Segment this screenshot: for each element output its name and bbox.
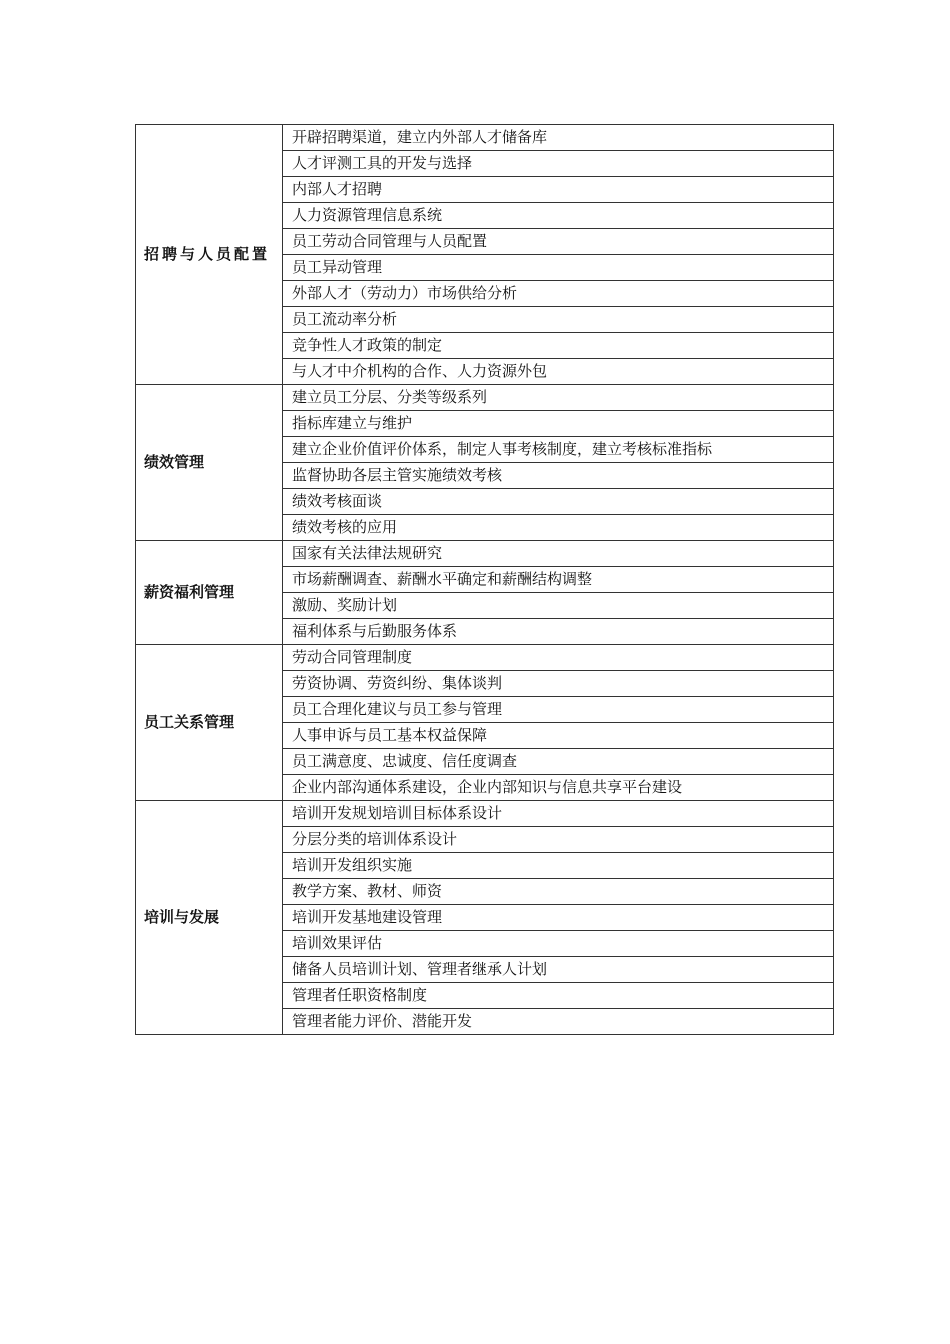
item-cell: 外部人才（劳动力）市场供给分析 bbox=[283, 281, 834, 307]
item-cell: 培训开发基地建设管理 bbox=[283, 905, 834, 931]
item-cell: 绩效考核的应用 bbox=[283, 515, 834, 541]
item-cell: 劳资协调、劳资纠纷、集体谈判 bbox=[283, 671, 834, 697]
item-cell: 建立企业价值评价体系，制定人事考核制度，建立考核标准指标 bbox=[283, 437, 834, 463]
item-cell: 储备人员培训计划、管理者继承人计划 bbox=[283, 957, 834, 983]
item-cell: 内部人才招聘 bbox=[283, 177, 834, 203]
table-row bbox=[136, 645, 834, 671]
table-row bbox=[136, 125, 834, 151]
item-cell: 市场薪酬调查、薪酬水平确定和薪酬结构调整 bbox=[283, 567, 834, 593]
item-cell: 员工流动率分析 bbox=[283, 307, 834, 333]
item-cell: 员工满意度、忠诚度、信任度调查 bbox=[283, 749, 834, 775]
item-cell: 分层分类的培训体系设计 bbox=[283, 827, 834, 853]
category-training: 培训与发展 bbox=[136, 801, 283, 1035]
category-recruitment: 招聘与人员配置 bbox=[136, 125, 283, 385]
item-cell: 人力资源管理信息系统 bbox=[283, 203, 834, 229]
item-cell: 绩效考核面谈 bbox=[283, 489, 834, 515]
item-cell: 开辟招聘渠道，建立内外部人才储备库 bbox=[283, 125, 834, 151]
item-cell: 指标库建立与维护 bbox=[283, 411, 834, 437]
item-cell: 激励、奖励计划 bbox=[283, 593, 834, 619]
category-performance: 绩效管理 bbox=[136, 385, 283, 541]
table-row bbox=[136, 541, 834, 567]
item-cell: 人事申诉与员工基本权益保障 bbox=[283, 723, 834, 749]
item-cell: 企业内部沟通体系建设，企业内部知识与信息共享平台建设 bbox=[283, 775, 834, 801]
item-cell: 福利体系与后勤服务体系 bbox=[283, 619, 834, 645]
item-cell: 培训效果评估 bbox=[283, 931, 834, 957]
hr-function-table bbox=[135, 124, 834, 1035]
table-row bbox=[136, 801, 834, 827]
item-cell: 竞争性人才政策的制定 bbox=[283, 333, 834, 359]
item-cell: 管理者任职资格制度 bbox=[283, 983, 834, 1009]
item-cell: 管理者能力评价、潜能开发 bbox=[283, 1009, 834, 1035]
category-employee-relations: 员工关系管理 bbox=[136, 645, 283, 801]
category-compensation: 薪资福利管理 bbox=[136, 541, 283, 645]
item-cell: 培训开发组织实施 bbox=[283, 853, 834, 879]
item-cell: 培训开发规划培训目标体系设计 bbox=[283, 801, 834, 827]
item-cell: 劳动合同管理制度 bbox=[283, 645, 834, 671]
item-cell: 员工异动管理 bbox=[283, 255, 834, 281]
item-cell: 建立员工分层、分类等级系列 bbox=[283, 385, 834, 411]
item-cell: 员工劳动合同管理与人员配置 bbox=[283, 229, 834, 255]
item-cell: 教学方案、教材、师资 bbox=[283, 879, 834, 905]
item-cell: 与人才中介机构的合作、人力资源外包 bbox=[283, 359, 834, 385]
item-cell: 监督协助各层主管实施绩效考核 bbox=[283, 463, 834, 489]
item-cell: 员工合理化建议与员工参与管理 bbox=[283, 697, 834, 723]
item-cell: 人才评测工具的开发与选择 bbox=[283, 151, 834, 177]
table-row bbox=[136, 385, 834, 411]
item-cell: 国家有关法律法规研究 bbox=[283, 541, 834, 567]
